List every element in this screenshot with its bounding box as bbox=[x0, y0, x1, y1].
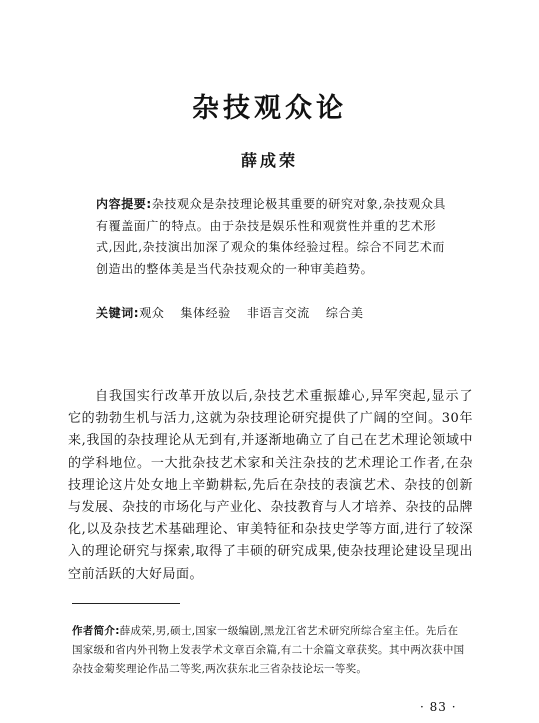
footnote-label: 作者简介: bbox=[72, 625, 120, 637]
keywords bbox=[96, 303, 448, 323]
body-paragraph: 自我国实行改革开放以后,杂技艺术重振雄心,异军突起,显示了它的勃勃生机与活力,这就为杂技理论研究提供了广阔的空间。30年来,我国的杂技理论从无到有,并逐渐地确立了自己在艺术理论领域中的学科地位。一大批杂技艺术家和关注杂技的艺术理论工作者,在杂技理论这片处女地上辛勤耕耘,先后在杂技的表演艺术、杂技的创新与发展、杂技的市场化与产业化、杂技教育与人才培养、杂技的品牌化,以及杂技艺术基础理论、审美特征和杂技史学等方面,进行了较深入的理论研究与探索,取得了丰硕的研究成果,使杂技理论建设呈现出空前活跃的大好局面。 bbox=[68, 389, 474, 582]
keyword-item: 集体经验 bbox=[180, 306, 231, 320]
keywords-label: 关键词: bbox=[96, 306, 140, 320]
article-title: 杂技观众论 bbox=[192, 93, 347, 124]
keyword-item: 非语言交流 bbox=[246, 306, 310, 320]
keyword-item: 综合美 bbox=[325, 306, 364, 320]
footnote-divider bbox=[72, 603, 180, 604]
author-footnote bbox=[72, 622, 468, 679]
abstract bbox=[96, 194, 448, 280]
footnote-text: 薛成荣,男,硕士,国家一级编剧,黑龙江省艺术研究所综合室主任。先后在国家级和省内外刊物上发表学术文章百余篇,有二十余篇文章获奖。其中两次获中国杂技金菊奖理论作品二等奖,两次获东北三省杂技论坛一等奖。 bbox=[72, 625, 465, 675]
page-number: · 83 · bbox=[420, 700, 457, 714]
abstract-text: 杂技观众是杂技理论极其重要的研究对象,杂技观众具有覆盖面广的特点。由于杂技是娱乐性和观赏性并重的艺术形式,因此,杂技演出加深了观众的集体经验过程。综合不同艺术而创造出的整体美是当代杂技观众的一种审美趋势。 bbox=[96, 197, 447, 276]
keyword-item: 观众 bbox=[139, 306, 165, 320]
abstract-label: 内容提要: bbox=[96, 197, 152, 211]
author-name: 薛成荣 bbox=[240, 151, 298, 170]
